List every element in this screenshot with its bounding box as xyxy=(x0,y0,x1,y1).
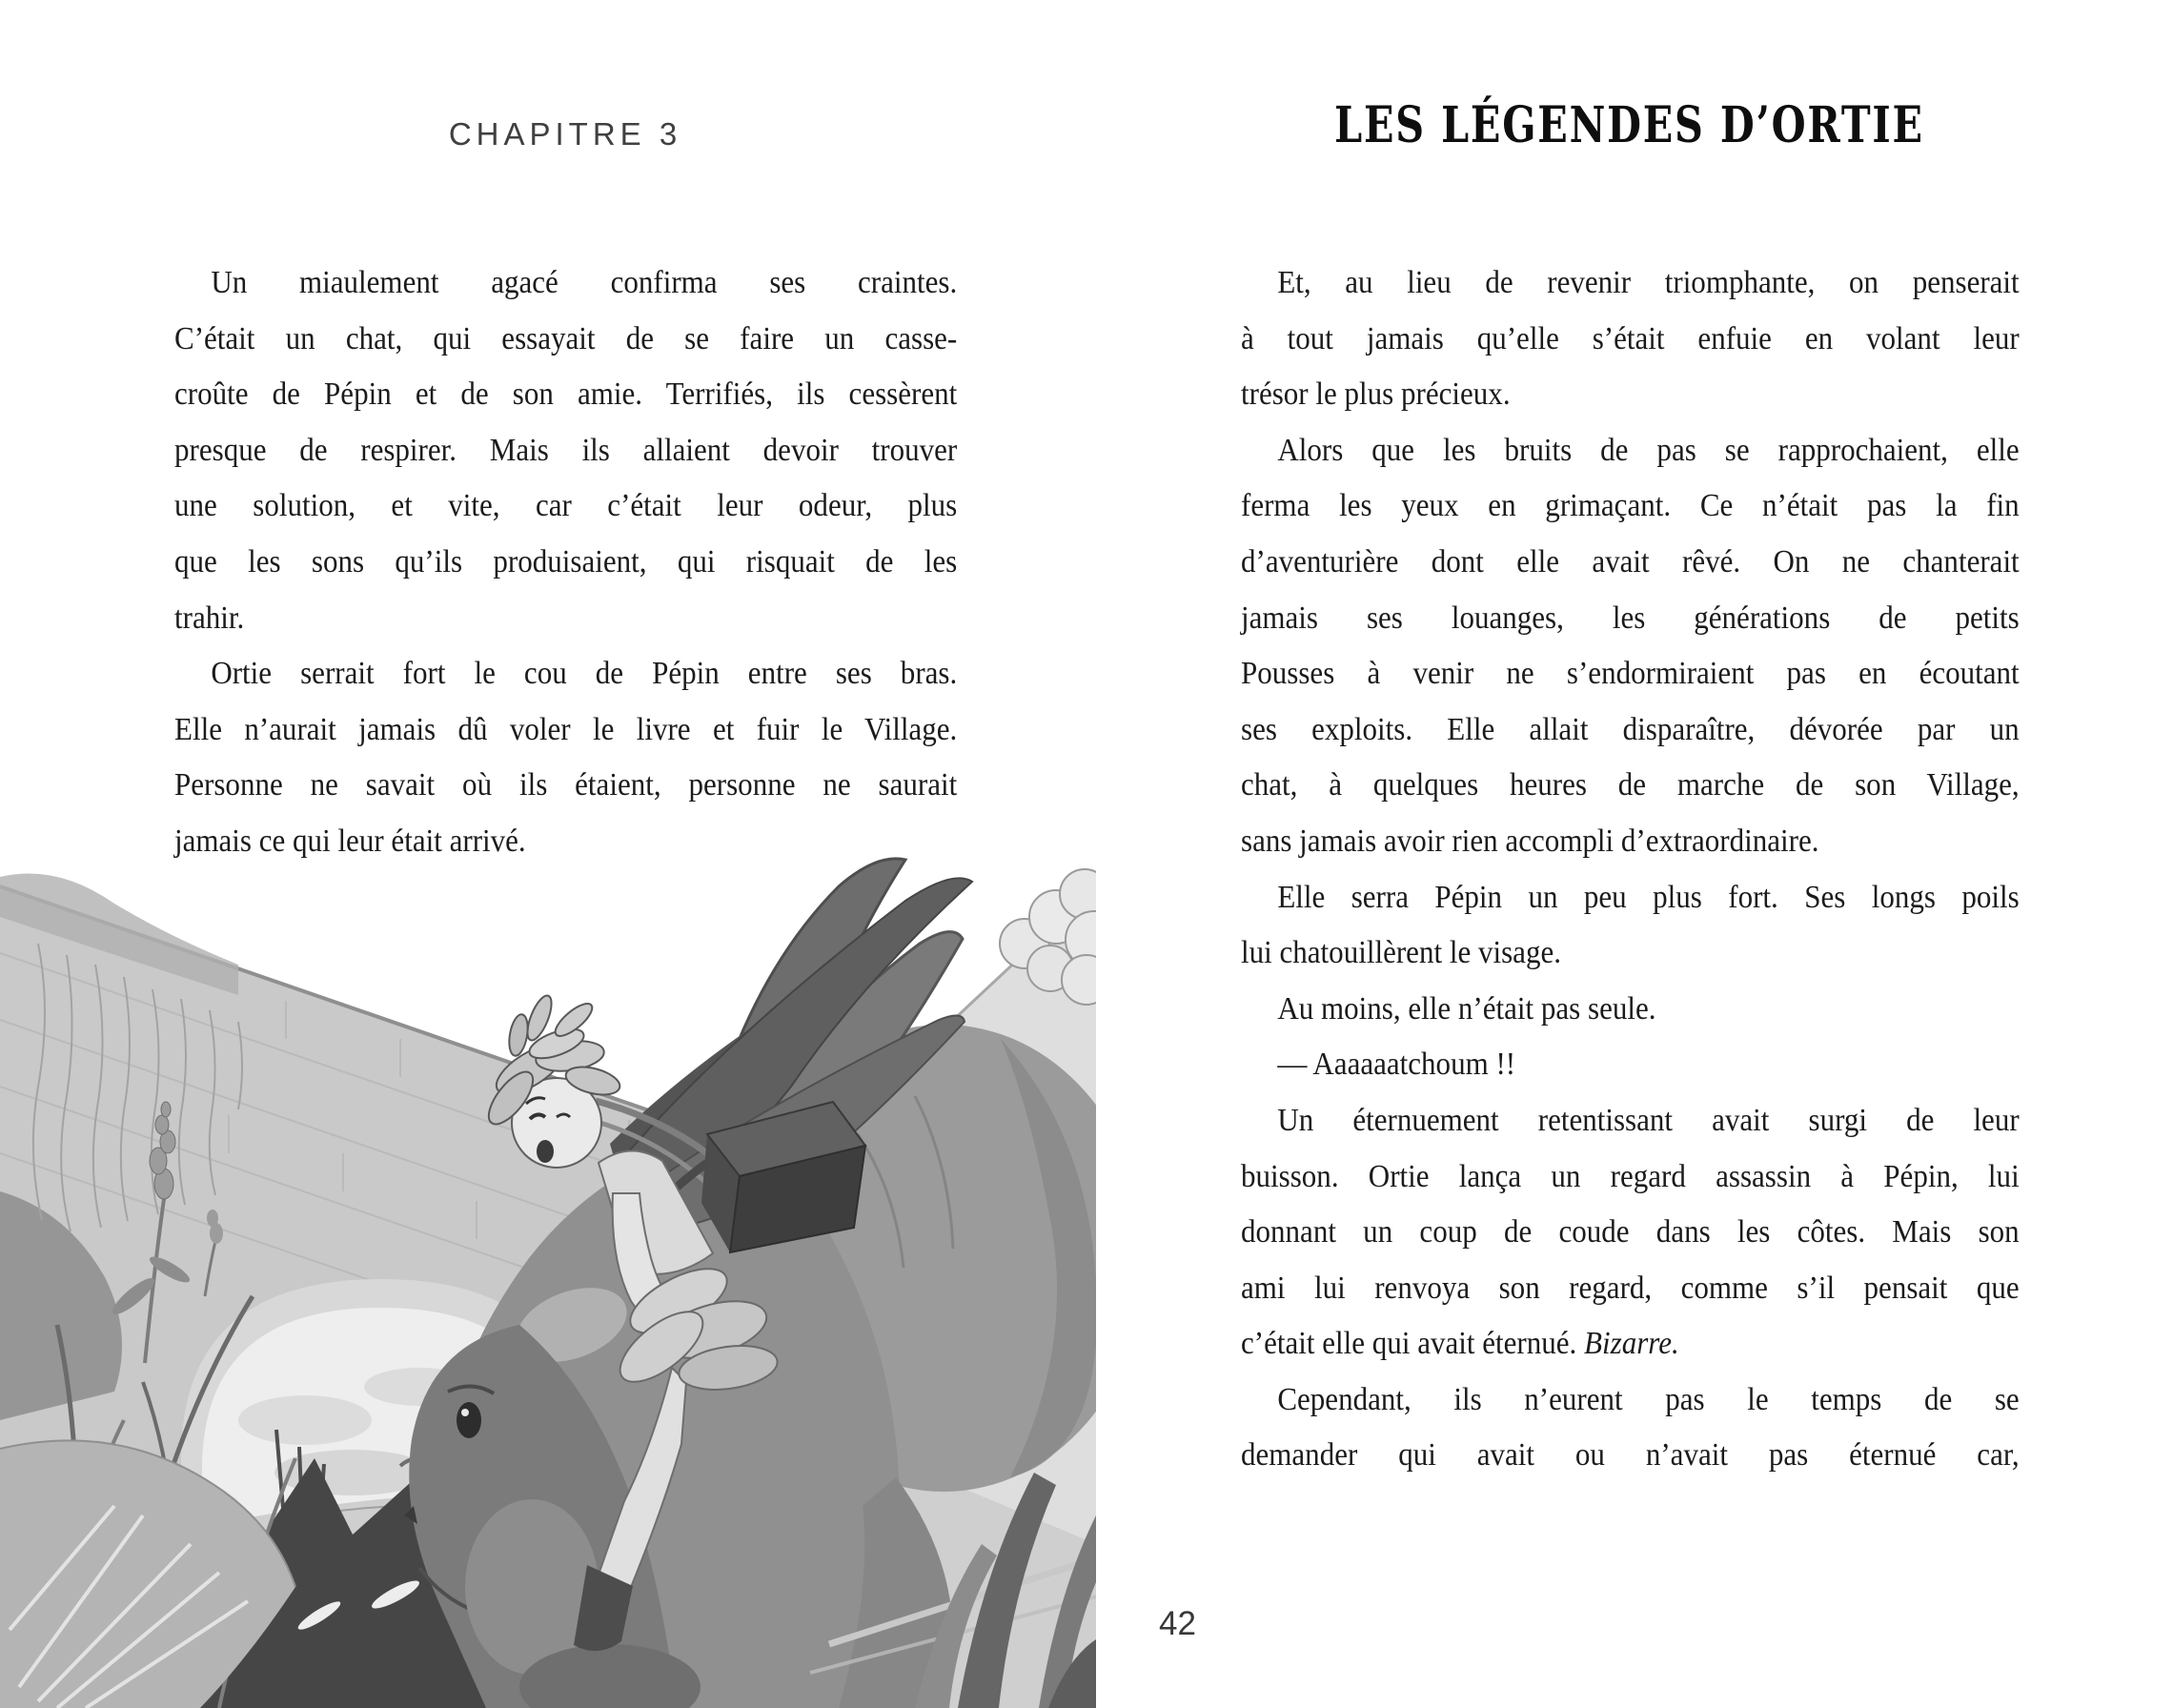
left-page-text xyxy=(174,255,957,870)
text-line: C’était un chat, qui essayait de se faire un casse- xyxy=(174,320,958,356)
text-line: donnant un coup de coude dans les côtes. Mais son xyxy=(1241,1214,2020,1250)
text-line: Ortie serrait fort le cou de Pépin entre ses bras. xyxy=(211,656,958,692)
text-line: Elle n’aurait jamais dû voler le livre et fuir le Village. xyxy=(174,711,958,747)
paragraph xyxy=(1241,870,2020,982)
text-line: Cependant, ils n’eurent pas le temps de se xyxy=(1277,1381,2020,1417)
text-line: jamais ce qui leur était arrivé. xyxy=(174,823,526,859)
text-line: Et, au lieu de revenir triomphante, on penserait xyxy=(1277,265,2020,300)
text-line: demander qui avait ou n’avait pas éternué car, xyxy=(1241,1437,2020,1474)
book-title xyxy=(1241,95,2018,155)
paragraph xyxy=(1241,423,2020,870)
text-line: presque de respirer. Mais ils allaient devoir trouver xyxy=(174,432,958,468)
text-line: que les sons qu’ils produisaient, qui risquait de les xyxy=(174,543,958,580)
text-line: croûte de Pépin et de son amie. Terrifiés, ils cessèrent xyxy=(174,376,958,413)
paragraph xyxy=(1241,1372,2020,1484)
text-line: ses exploits. Elle allait disparaître, dévorée par un xyxy=(1241,711,2020,747)
text-line: Au moins, elle n’était pas seule. xyxy=(1277,990,1656,1027)
text-line: Alors que les bruits de pas se rapprochaient, elle xyxy=(1277,432,2020,468)
text-line: d’aventurière dont elle avait rêvé. On ne chanterait xyxy=(1241,543,2020,580)
text-line: Un éternuement retentissant avait surgi de leur xyxy=(1277,1102,2020,1138)
text-line: une solution, et vite, car c’était leur odeur, plus xyxy=(174,488,958,524)
text-line: c’était elle qui avait éternué. Bizarre. xyxy=(1241,1326,1679,1362)
text-line: Personne ne savait où ils étaient, personne ne saurait xyxy=(174,767,958,803)
text-line: Elle serra Pépin un peu plus fort. Ses longs poils xyxy=(1277,879,2020,915)
page-number: 42 xyxy=(1159,1605,1196,1642)
text-line: — Aaaaaatchoum !! xyxy=(1277,1047,1516,1083)
paragraph xyxy=(1241,982,2020,1038)
chapter-header: CHAPITRE 3 xyxy=(448,116,682,152)
text-line: trésor le plus précieux. xyxy=(1241,376,1511,413)
text-line: à tout jamais qu’elle s’était enfuie en volant leur xyxy=(1241,320,2020,356)
paragraph xyxy=(174,646,957,869)
text-line: chat, à quelques heures de marche de son Village, xyxy=(1241,767,2020,803)
text-line: Un miaulement agacé confirma ses craintes. xyxy=(211,265,958,300)
paragraph xyxy=(1241,1093,2020,1372)
text-line: ferma les yeux en grimaçant. Ce n’était pas la fin xyxy=(1241,488,2020,524)
rider-mouth xyxy=(537,1140,554,1163)
text-line: jamais ses louanges, les générations de petits xyxy=(1241,600,2020,636)
text-line: trahir. xyxy=(174,600,245,636)
right-page-text xyxy=(1241,255,2020,1484)
paragraph xyxy=(1241,255,2020,423)
book-title-text: LES LÉGENDES D’ORTIE xyxy=(1334,95,1924,155)
text-line: buisson. Ortie lança un regard assassin à Pépin, lui xyxy=(1241,1158,2020,1194)
paragraph xyxy=(174,255,957,646)
text-line: lui chatouillèrent le visage. xyxy=(1241,935,1561,971)
illustration xyxy=(0,848,1096,1708)
text-line: ami lui renvoya son regard, comme s’il pensait que xyxy=(1241,1270,2020,1306)
paragraph xyxy=(1241,1037,2020,1093)
text-line: sans jamais avoir rien accompli d’extraordinaire. xyxy=(1241,823,1819,859)
hare-eye xyxy=(457,1402,481,1438)
text-line: Pousses à venir ne s’endormiraient pas en écoutant xyxy=(1241,656,2020,692)
